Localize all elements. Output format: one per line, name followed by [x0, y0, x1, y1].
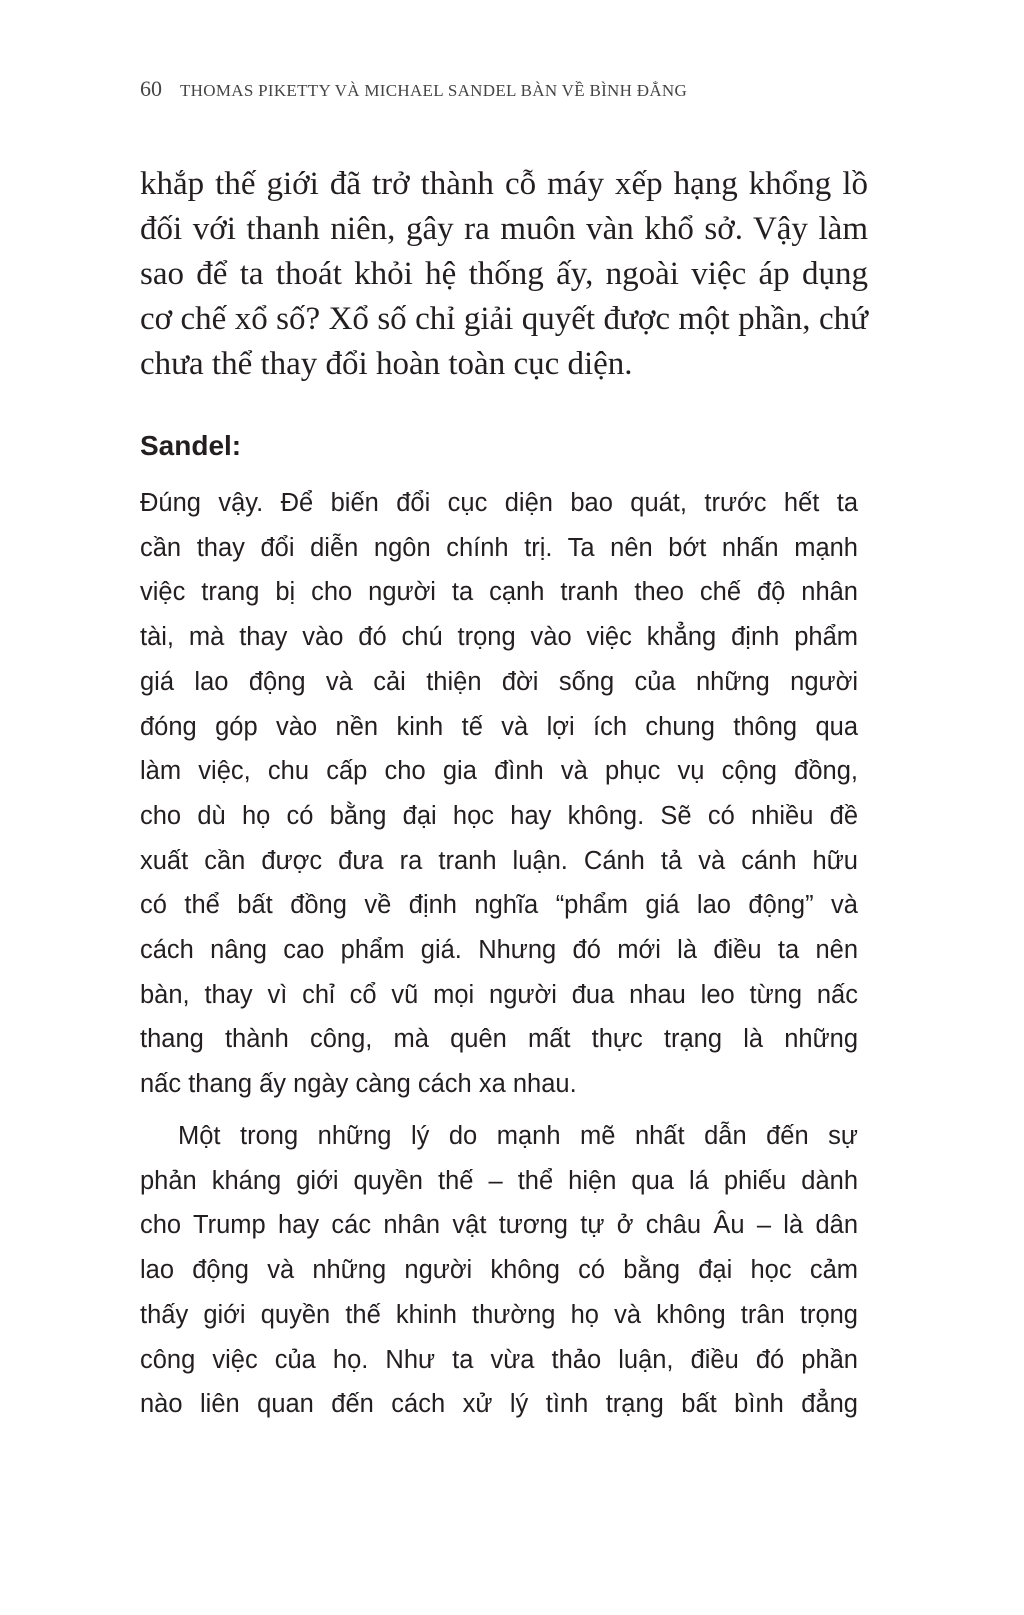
text-line: đối với thanh niên, gây ra muôn vàn khổ sở. Vậy làm [140, 211, 868, 247]
text-line: khắp thế giới đã trở thành cỗ máy xếp hạng khổng lồ [140, 166, 868, 202]
speaker-label: Sandel: [140, 430, 242, 461]
text-line: cho dù họ có bằng đại học hay không. Sẽ có nhiều đề [140, 801, 858, 830]
text-line: đóng góp vào nền kinh tế và lợi ích chung thông qua [140, 712, 858, 741]
text-line: làm việc, chu cấp cho gia đình và phục vụ cộng đồng, [140, 757, 858, 786]
text-line: có thể bất đồng về định nghĩa “phẩm giá lao động” và [140, 891, 858, 920]
text-line: chưa thể thay đổi hoàn toàn cục diện. [140, 346, 633, 382]
text-line: cho Trump hay các nhân vật tương tự ở châu Âu – là dân [140, 1211, 858, 1240]
text-line: xuất cần được đưa ra tranh luận. Cánh tả và cánh hữu [140, 846, 858, 875]
text-line: thấy giới quyền thế khinh thường họ và không trân trọng [140, 1300, 858, 1329]
text-line: nấc thang ấy ngày càng cách xa nhau. [140, 1070, 577, 1099]
text-line: giá lao động và cải thiện đời sống của những người [140, 667, 858, 696]
body-paragraph-2 [140, 1114, 858, 1427]
text-line: tài, mà thay vào đó chú trọng vào việc khẳng định phẩm [140, 623, 858, 652]
text-line: Một trong những lý do mạnh mẽ nhất dẫn đến sự [178, 1122, 858, 1150]
text-line: sao để ta thoát khỏi hệ thống ấy, ngoài việc áp dụng [140, 256, 868, 292]
text-line: Đúng vậy. Để biến đổi cục diện bao quát, trước hết ta [140, 489, 858, 517]
text-line: công việc của họ. Như ta vừa thảo luận, điều đó phần [140, 1345, 858, 1374]
text-line: việc trang bị cho người ta cạnh tranh theo chế độ nhân [140, 578, 858, 607]
text-line: thang thành công, mà quên mất thực trạng là những [140, 1025, 858, 1054]
text-line: phản kháng giới quyền thế – thể hiện qua lá phiếu dành [140, 1166, 858, 1195]
text-line: bàn, thay vì chỉ cổ vũ mọi người đua nhau leo từng nấc [140, 980, 858, 1009]
text-line: cơ chế xổ số? Xổ số chỉ giải quyết được một phần, chứ [140, 301, 868, 337]
page-number: 60 [140, 76, 162, 101]
text-line: cần thay đổi diễn ngôn chính trị. Ta nên bớt nhấn mạnh [140, 533, 858, 562]
body-paragraph-1 [140, 481, 858, 1107]
book-title: THOMAS PIKETTY VÀ MICHAEL SANDEL BÀN VỀ BÌNH ĐẲNG [180, 81, 688, 100]
text-line: lao động và những người không có bằng đại học cảm [140, 1256, 858, 1285]
text-line: cách nâng cao phẩm giá. Nhưng đó mới là điều ta nên [140, 936, 858, 965]
intro-paragraph [140, 162, 868, 387]
text-line: nào liên quan đến cách xử lý tình trạng bất bình đẳng [140, 1390, 858, 1419]
running-header [140, 76, 900, 102]
